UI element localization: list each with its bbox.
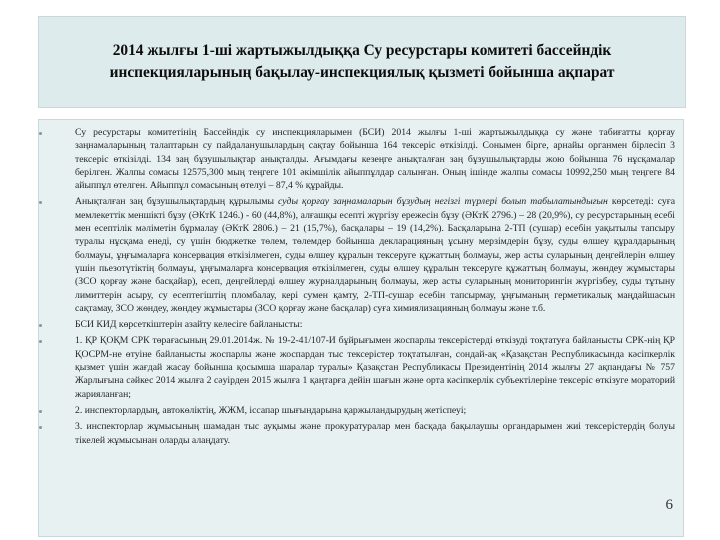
item-text-rest: көрсетеді: суға мемлекеттік меншікті бұзу (ӘКтК 1246.) - 60 (44,8%), алғашқы есепті жүргізу ережесін бұзу (ӘКтК 2796.) – 28 (20,9%), су ресурстарының есебі мен есептілік мәліметін бұрмалау (ӘКтК 2806.) – 21 (15,7%), басқалары – 19 (14,2%). Басқаларына 2-ТП (сушар) есебін уақытылы тапсыру туралы нұсқама енеді, су үшін бюджетке төлем, төлемдер бойынша декларацияның ұсыну мерзімдерін бұзу, суды өлшеу құралдарының болмауы, ұңғымаларға консервация өткізілмеген, суды өлшеу құралын тексеруге құжаттың болмауы, жер асты суларының деңгейлерін өлшеу үшін пьезотүтіктің болмауы, ұңғымаларға консервация өткізілмеген, суды өлшеу құралын тексеруге құжаттың болмауы, жөндеу жұмыстары (ЗСО қорғау және басқайар), есеп, деңгейлерді өлшеу журналдарының болмауы, жер асты суларының мониторингін жүргізбеу, суды тұтыну лимиттерін асыру, су есептегіштің пломбалау, кері сумен қамту, 2-ТП-сушар есебін тапсырмау, ұңғыманың герметикалық маңдайшасын сақтамау, ЗСО жөндеу, жөндеу жұмыстары (ЗСО қорғау және басқалар) суға химиялизацияның болмауы және т.б. <box>75 196 675 314</box>
page-number: 6 <box>665 497 673 513</box>
item-text: БСИ КИД көрсеткіштерін азайту келесіге байланысты: <box>75 319 303 331</box>
list-item <box>39 318 675 331</box>
content-panel <box>38 119 684 537</box>
bullet-icon <box>39 324 42 327</box>
bullet-icon <box>39 132 42 135</box>
list-item <box>39 195 675 315</box>
item-text-emphasis: суды қорғау заңнамаларын бұзудың негізгі түрлері болып табылатындығын <box>278 196 608 208</box>
title-banner <box>38 16 686 108</box>
item-text-lead: Анықталған заң бұзушылықтардың құрылымы <box>75 196 279 208</box>
list-item <box>39 334 675 400</box>
item-text: 2. инспекторлардың, автокөліктің, ЖЖМ, іссапар шығындарына қаржыландырудың жетіспеуі; <box>75 404 467 416</box>
bullet-icon <box>39 410 42 413</box>
slide-title: 2014 жылғы 1-ші жартыжылдыққа Су ресурстары комитеті бассейндік инспекцияларының бақылау-инспекциялық қызметі бойынша ақпарат <box>109 42 615 81</box>
item-text: Су ресурстары комитетінің Бассейндік су инспекцияларымен (БСИ) 2014 жылғы 1-ші жартыжылдыққа су және табиғатты қорғау заңнамаларының талаптарын су пайдаланушылардың сақтау бойынша 164 тексеріс өткізілді. Сонымен бірге, арнайы органмен бірлесіп 3 тексеріс өткізілді. 134 заң бұзушылықтар анықталды. Ағымдағы кезеңге анықталған заң бұзушылықтарды жою бойынша 76 нұсқамалар берілген. Жалпы сомасы 12575,300 мың теңгеге 101 әкімшілік айыппұлдар салынған. Оның ішінде жалпы сомасы 10992,250 мың теңгеге 84 айыппұл өтелген. Айыппұл сомасының өтелуі – 87,4 % құрайды. <box>75 127 675 192</box>
bullet-icon <box>39 201 42 204</box>
list-item <box>39 404 675 417</box>
bullet-icon <box>39 426 42 429</box>
list-item <box>39 420 675 447</box>
list-item <box>39 126 675 192</box>
bullet-icon <box>39 340 42 343</box>
item-text: 3. инспекторлар жұмысының шамадан тыс ауқымы және прокуратуралар мен басқада бақылаушы органдарымен жиі тексерістердің болуы тікелей жұмысынан оларды алаңдату. <box>75 421 675 446</box>
item-text: 1. ҚР ҚОҚМ СРК төрағасының 29.01.2014ж. № 19-2-41/107-И бұйрығымен жоспарлы тексерістерді өткізуді тоқтатуға байланысты СРК-нің ҚР ҚОСРМ-не өтуіне байланысты жоспарлы және жоспардан тыс тексерістер тоқтатылған, сондай-ақ «Қазақстан Республикасында кәсіпкерлік қызмет үшін жағдай жасау бойынша қосымша шаралар туралы» Қазақстан Республикасы Президентінің 2014 жылғы 27 ақпандағы № 757 Жарлығына сәйкес 2014 жылға 2 сәуірден 2015 жылға 1 қаңтарға дейін шағын және орта кәсіпкерлік субъектілеріне тексеріс өткізуге мораторий жарияланған; <box>75 335 675 400</box>
bullet-list <box>39 120 683 447</box>
